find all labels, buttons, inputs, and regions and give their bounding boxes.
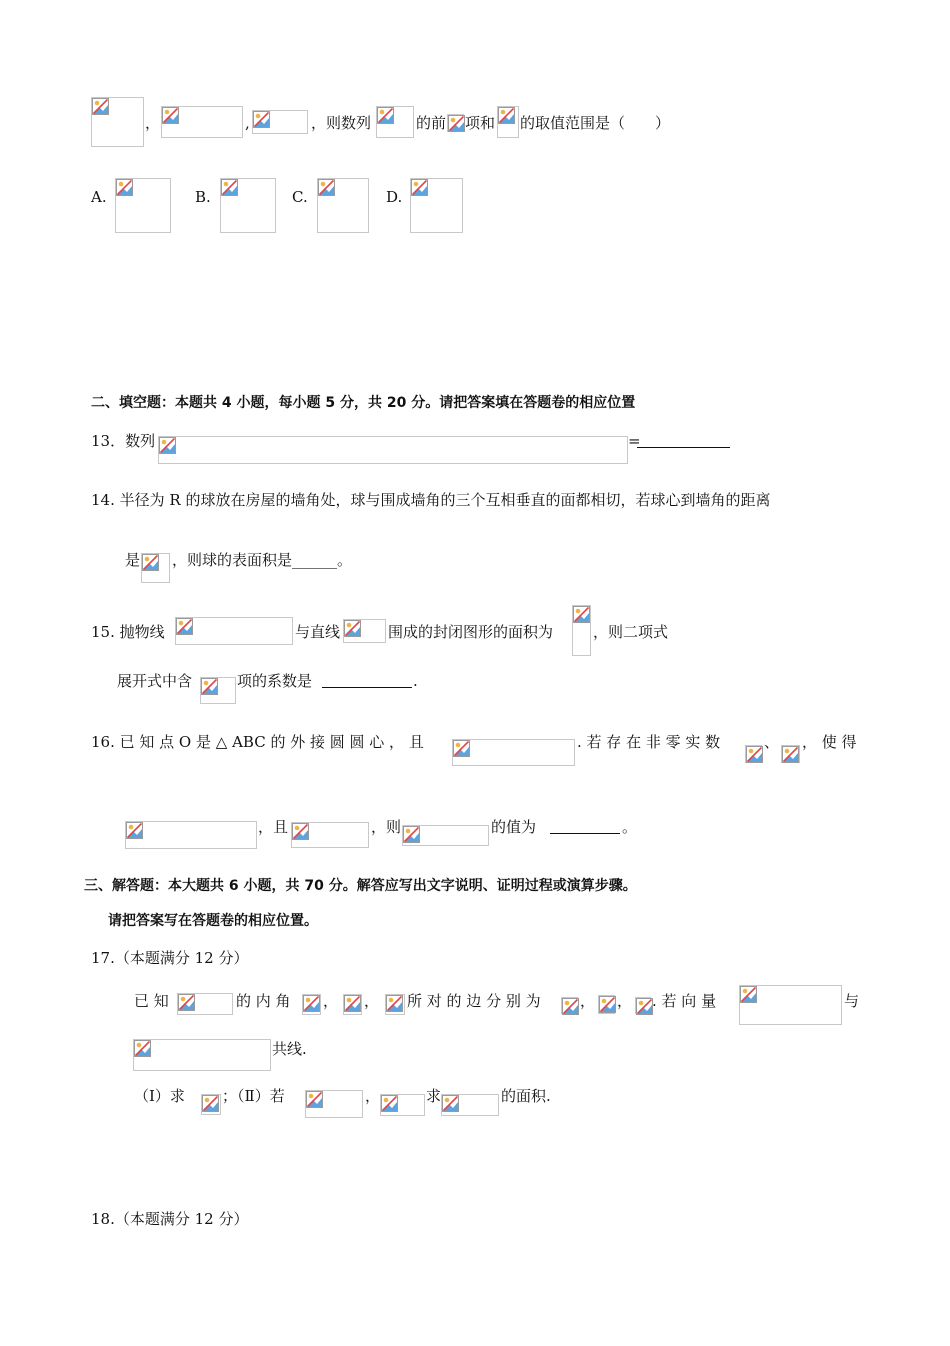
question-text: 与 <box>844 992 860 1010</box>
broken-image-icon <box>178 994 195 1011</box>
question-text: 的 内 角 <box>236 992 291 1010</box>
broken-image-icon <box>318 179 335 196</box>
broken-image-icon <box>562 998 579 1015</box>
question-text: ，则球的表面积是______。 <box>172 551 353 569</box>
option-d-image <box>410 178 463 233</box>
broken-image-icon <box>740 986 757 1003</box>
question-text: ， <box>323 992 339 1010</box>
broken-image-icon <box>116 179 133 196</box>
question-text: 的取值范围是（ ） <box>520 114 671 132</box>
formula-image <box>447 114 464 132</box>
section-heading: 三、解答题：本大题共 6 小题，共 70 分。解答应写出文字说明、证明过程或演算步骤。 <box>84 878 637 894</box>
formula-image <box>497 106 519 138</box>
formula-image <box>343 994 362 1015</box>
answer-blank <box>322 687 412 688</box>
question-text: 的前 <box>416 114 447 132</box>
broken-image-icon <box>142 554 159 571</box>
broken-image-icon <box>202 1095 219 1112</box>
question-text: 所 对 的 边 分 别 为 <box>407 992 541 1010</box>
formula-image <box>385 994 405 1015</box>
question-text: 共线. <box>272 1040 307 1058</box>
question-text: 求 <box>426 1087 442 1105</box>
option-c-label: C. <box>292 188 308 206</box>
formula-image <box>343 619 386 643</box>
formula-image <box>158 436 628 464</box>
broken-image-icon <box>344 995 361 1012</box>
question-text: 13．数列 <box>91 432 156 450</box>
answer-blank <box>637 447 730 448</box>
broken-image-icon <box>126 822 143 839</box>
broken-image-icon <box>377 107 394 124</box>
section-heading: 二、填空题：本题共 4 小题，每小题 5 分，共 20 分。请把答案填在答题卷的相应位置 <box>91 395 636 411</box>
broken-image-icon <box>292 823 309 840</box>
text-comma: ， <box>145 114 161 132</box>
question-text: . 若 向 量 <box>652 992 717 1010</box>
broken-image-icon <box>636 998 653 1015</box>
broken-image-icon <box>573 606 590 623</box>
question-text: ，则二项式 <box>593 623 669 641</box>
option-a-image <box>115 178 171 233</box>
option-c-image <box>317 178 369 233</box>
formula-image <box>175 617 293 645</box>
broken-image-icon <box>303 995 320 1012</box>
formula-image <box>745 745 762 763</box>
question-text: ， 使 得 <box>802 733 857 751</box>
question-text: 的面积. <box>501 1087 551 1105</box>
formula-image <box>302 994 321 1015</box>
broken-image-icon <box>782 746 799 763</box>
question-heading: 17.（本题满分 12 分） <box>91 949 249 967</box>
formula-image <box>252 110 308 134</box>
question-text: . <box>413 672 418 690</box>
option-b-label: B. <box>195 188 211 206</box>
question-text: 项和 <box>465 114 496 132</box>
formula-image <box>561 997 578 1014</box>
formula-image <box>452 739 575 766</box>
broken-image-icon <box>134 1040 151 1057</box>
formula-image <box>291 822 369 848</box>
broken-image-icon <box>253 111 270 128</box>
broken-image-icon <box>386 995 403 1012</box>
question-text: 15. 抛物线 <box>91 623 165 641</box>
question-text: ， <box>364 992 380 1010</box>
formula-image <box>133 1039 271 1071</box>
question-text: 。 <box>622 818 638 836</box>
question-text: ，则 <box>371 818 402 836</box>
question-text: 展开式中含 <box>117 672 193 690</box>
formula-image <box>441 1094 499 1116</box>
formula-image <box>598 995 615 1014</box>
formula-image <box>141 553 170 583</box>
option-b-image <box>220 178 276 233</box>
question-text: ，且 <box>258 818 289 836</box>
broken-image-icon <box>92 98 109 115</box>
broken-image-icon <box>159 437 176 454</box>
broken-image-icon <box>599 996 616 1013</box>
question-text: 与直线 <box>295 623 341 641</box>
option-d-label: D. <box>386 188 403 206</box>
question-text: 16. 已 知 点 O 是 △ ABC 的 外 接 圆 圆 心 ， 且 <box>91 733 424 751</box>
question-text: 围成的封闭图形的面积为 <box>388 623 554 641</box>
question-text: 的值为 <box>491 818 537 836</box>
broken-image-icon <box>746 746 763 763</box>
broken-image-icon <box>498 107 515 124</box>
question-text: ， <box>580 992 596 1010</box>
option-a-label: A. <box>91 188 107 206</box>
broken-image-icon <box>453 740 470 757</box>
broken-image-icon <box>403 826 420 843</box>
formula-image <box>781 745 800 763</box>
formula-image <box>91 97 144 147</box>
broken-image-icon <box>221 179 238 196</box>
broken-image-icon <box>306 1091 323 1108</box>
formula-image <box>380 1094 425 1116</box>
question-text: . 若 存 在 非 零 实 数 <box>577 733 721 751</box>
question-text: 已 知 <box>134 992 169 1010</box>
broken-image-icon <box>381 1095 398 1112</box>
question-text: = <box>628 432 641 450</box>
broken-image-icon <box>176 618 193 635</box>
broken-image-icon <box>162 107 179 124</box>
text-comma: , <box>245 114 250 132</box>
formula-image <box>305 1090 363 1118</box>
formula-image <box>125 821 257 849</box>
formula-image <box>177 993 233 1015</box>
question-text: ，则数列 <box>311 114 372 132</box>
question-text: ；（Ⅱ）若 <box>222 1087 285 1105</box>
answer-blank <box>550 833 620 834</box>
formula-image <box>739 985 842 1025</box>
formula-image <box>572 605 591 656</box>
broken-image-icon <box>344 620 361 637</box>
question-text: 、 <box>764 733 780 751</box>
section-subheading: 请把答案写在答题卷的相应位置。 <box>108 913 318 929</box>
formula-image <box>402 825 489 846</box>
broken-image-icon <box>201 678 218 695</box>
question-text: （Ⅰ）求 <box>134 1087 185 1105</box>
broken-image-icon <box>442 1095 459 1112</box>
question-text: 是 <box>125 551 141 569</box>
question-text: 项的系数是 <box>237 672 313 690</box>
question-text: 14. 半径为 R 的球放在房屋的墙角处，球与围成墙角的三个互相垂直的面都相切，若球心到墙角的距离 <box>91 491 771 509</box>
broken-image-icon <box>448 115 465 132</box>
formula-image <box>161 106 243 138</box>
formula-image <box>201 1094 221 1115</box>
broken-image-icon <box>411 179 428 196</box>
question-heading: 18.（本题满分 12 分） <box>91 1210 249 1228</box>
formula-image <box>200 677 236 704</box>
question-text: ， <box>365 1087 381 1105</box>
formula-image <box>635 997 651 1014</box>
formula-image <box>376 106 414 138</box>
question-text: ， <box>617 992 633 1010</box>
